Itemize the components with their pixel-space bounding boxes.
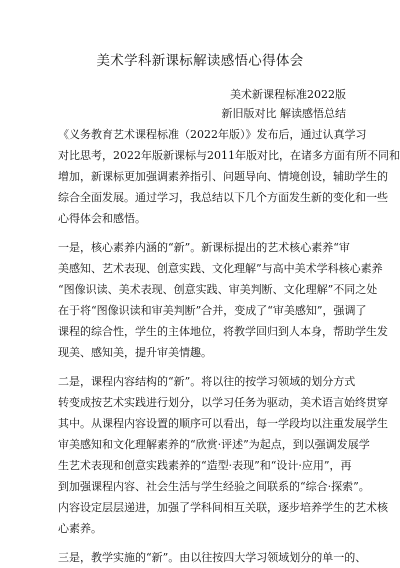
paragraph-2: [58, 237, 388, 363]
paragraph-line: 《义务教育艺术课程标准（2022年版）》发布后，通过认真学习: [58, 128, 367, 141]
paragraph-line: 三是，教学实施的“新”。由以往按四大学习领域划分的单一的、: [58, 551, 367, 564]
paragraph-line: 到加强课程内容、社会生活与学生经验之间联系的“综合·探索”。: [58, 480, 370, 493]
paragraph-line: 心素养。: [58, 522, 102, 535]
paragraph-line: 审美感知和文化理解素养的“欣赏·评述”为起点，到以强调发展学: [58, 438, 370, 451]
paragraph-line: 美感知、艺术表现、创意实践、文化理解”与高中美术学科核心素养: [58, 262, 383, 275]
paragraph-line: 一是，核心素养内涵的“新”。新课标提出的艺术核心素养“审: [58, 241, 350, 254]
paragraph-line: 内容设定层层递进，加强了学科间相互关联，逐步培养学生的艺术核: [58, 501, 388, 514]
paragraph-line: 二是，课程内容结构的“新”。将以往的按学习领域的划分方式: [58, 375, 356, 388]
paragraph-line: 在于将“图像识读和审美判断”合并，变成了“审美感知”，强调了: [58, 304, 367, 317]
document-subtitle-1: 美术新课程标准2022版: [230, 88, 346, 101]
paragraph-3: [58, 371, 388, 539]
paragraph-line: 其中。从课程内容设置的顺序可以看出，每一学段均以注重发展学生: [58, 417, 388, 430]
document-title: 美术学科新课标解读感悟心得体会: [96, 53, 304, 69]
paragraph-line: 心得体会和感悟。: [58, 212, 146, 225]
paragraph-line: 课程的综合性，学生的主体地位，将教学回归到人本身，帮助学生发: [58, 325, 388, 338]
paragraph-1: [58, 124, 400, 229]
paragraph-4: [58, 547, 367, 568]
paragraph-line: 对比思考，2022年版新课标与2011年版对比，在诸多方面有所不同和: [58, 149, 400, 162]
paragraph-line: 生艺术表现和创意实践素养的“造型·表现”和“设计·应用”，再: [58, 459, 352, 472]
paragraph-line: 转变成按艺术实践进行划分，以学习任务为驱动，美术语言始终贯穿: [58, 396, 388, 409]
paragraph-gap: [58, 229, 348, 237]
paragraph-line: “图像识读、美术表现、创意实践、审美判断、文化理解”不同之处: [58, 283, 378, 296]
document-subtitle-2: 新旧版对比 解读感悟总结: [221, 107, 346, 120]
document-body: [58, 124, 400, 568]
paragraph-line: 综合全面发展。通过学习，我总结以下几个方面发生新的变化和一些: [58, 191, 388, 204]
paragraph-gap: [58, 539, 348, 547]
paragraph-gap: [58, 363, 348, 371]
paragraph-line: 现美、感知美，提升审美情趣。: [58, 346, 212, 359]
paragraph-line: 增加，新课标更加强调素养指引、问题导向、情境创设，辅助学生的: [58, 170, 388, 183]
